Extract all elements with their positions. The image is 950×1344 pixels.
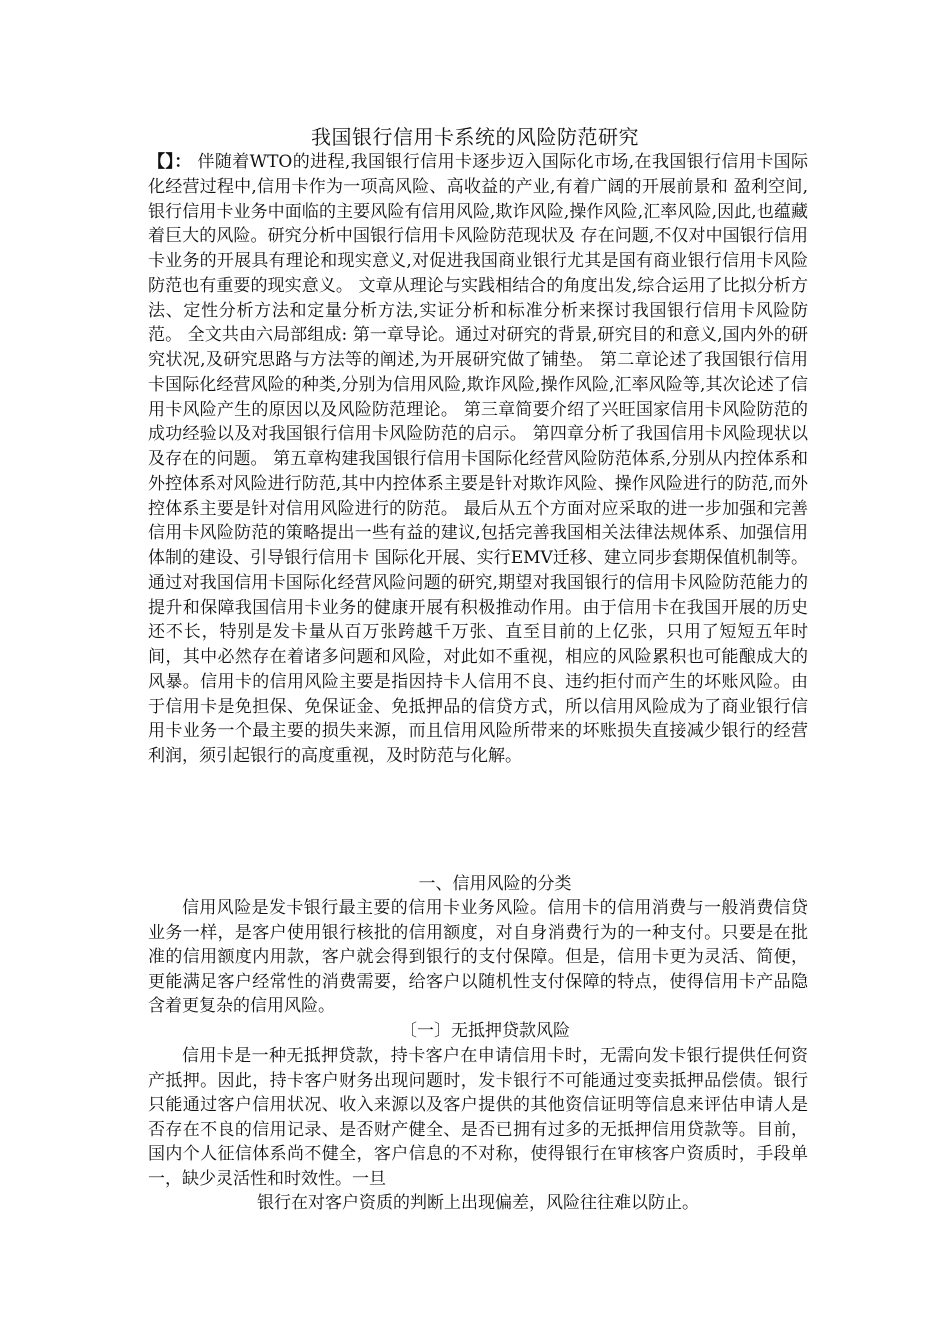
section-heading-unsecured-loan-risk: 〔一〕无抵押贷款风险 (400, 1021, 570, 1041)
body-paragraph-unsecured-loan-text: 信用卡是一种无抵押贷款，持卡客户在申请信用卡时，无需向发卡银行提供任何资产抵押。因此，持卡客户财务出现问题时，发卡银行不可能通过变卖抵押品偿债。银行只能通过客户信用状况、收入来源以及客户提供的其他资信证明等信息来评估申请人是否存在不良的信用记录、是否财产健全、是否已拥有过多的无抵押信用贷款等。目前，国内个人征信体系尚不健全，客户信息的不对称，使得银行在审核客户资质时，手段单一，缺少灵活性和时效性。一旦 (148, 1046, 808, 1189)
abstract-label: 【】： (148, 152, 192, 172)
document-title: 我国银行信用卡系统的风险防范研究 (311, 125, 639, 149)
section-heading-credit-risk-classification: 一、信用风险的分类 (418, 874, 572, 894)
body-paragraph-credit-risk: 信用风险是发卡银行最主要的信用卡业务风险。信用卡的信用消费与一般消费信贷业务一样，是客户使用银行核批的信用额度，对自身消费行为的一种支付。只要是在批准的信用额度内用款，客户就会得到银行的支付保障。但是，信用卡更为灵活、简便，更能满足客户经常性的消费需要，给客户以随机性支付保障的特点，使得信用卡产品隐含着更复杂的信用风险。 (148, 898, 808, 1016)
abstract-paragraph (148, 150, 808, 769)
body-paragraph-unsecured-loan-last-line: 银行在对客户资质的判断上出现偏差，风险往往难以防止。 (257, 1193, 699, 1213)
body-paragraph-unsecured-loan (148, 1044, 808, 1216)
abstract-text: 伴随着WTO的进程,我国银行信用卡逐步迈入国际化市场,在我国银行信用卡国际化经营过程中,信用卡作为一项高风险、高收益的产业,有着广阔的开展前景和 盈利空间,银行信用卡业务中面临的主要风险有信用风险,欺诈风险,操作风险,汇率风险,因此,也蕴藏着巨大的风险。研究分析中国银行信用卡风险防范现状及 存在问题,不仅对中国银行信用卡业务的开展具有理论和现实意义,对促进我国商业银行尤其是国有商业银行信用卡风险防范也有重要的现实意义。 文章从理论与实践相结合的角度出发,综合运用了比拟分析方法、定性分析方法和定量分析方法,实证分析和标准分析来探讨我国银行信用卡风险防范。 全文共由六局部组成: 第一章导论。通过对研究的背景,研究目的和意义,国内外的研究状况,及研究思路与方法等的阐述,为开展研究做了铺垫。 第二章论述了我国银行信用卡国际化经营风险的种类,分别为信用风险,欺诈风险,操作风险,汇率风险等,其次论述了信用卡风险产生的原因以及风险防范理论。 第三章简要介绍了兴旺国家信用卡风险防范的成功经验以及对我国银行信用卡风险防范的启示。 第四章分析了我国信用卡风险现状以及存在的问题。 第五章构建我国银行信用卡国际化经营风险防范体系,分别从内控体系和外控体系对风险进行防范,其中内控体系主要是针对欺诈风险、操作风险进行的防范,而外 控体系主要是针对信用风险进行的防范。 最后从五个方面对应采取的进一步加强和完善信用卡风险防范的策略提出一些有益的建议,包括完善我国相关法律法规体系、加强信用体制的建设、引导银行信用卡 国际化开展、实行EMV迁移、建立同步套期保值机制等。 通过对我国信用卡国际化经营风险问题的研究,期望对我国银行的信用卡风险防范能力的提升和保障我国信用卡业务的健康开展有积极推动作用。由于信用卡在我国开展的历史还不长，特别是发卡量从百万张跨越千万张、直至目前的上亿张，只用了短短五年时间，其中必然存在着诸多问题和风险，对此如不重视，相应的风险累积也可能酿成大的风暴。信用卡的信用风险主要是指因持卡人信用不良、违约拒付而产生的坏账风险。由于信用卡是免担保、免保证金、免抵押品的信贷方式，所以信用风险成为了商业银行信用卡业务一个最主要的损失来源，而且信用风险所带来的坏账损失直接减少银行的经营利润，须引起银行的高度重视，及时防范与化解。 (148, 152, 808, 766)
